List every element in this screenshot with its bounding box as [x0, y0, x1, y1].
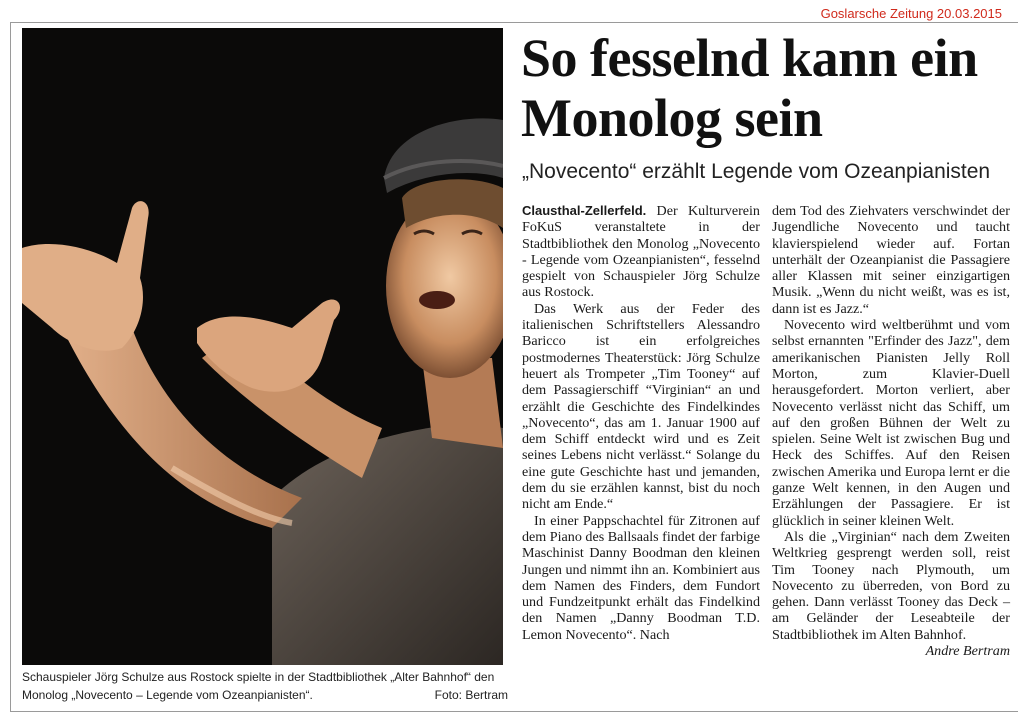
actor-photo-illustration — [22, 28, 503, 665]
article-column-1 — [522, 203, 760, 643]
paragraph-1-text: Der Kulturverein FoKuS veranstaltete in der Stadtbibliothek den Monolog „Novecento - Legende vom Ozeanpianisten“, fesselnd gespielt von Schauspieler Jörg Schulze aus Rostock. — [522, 203, 760, 301]
paragraph-6-text: Als die „Virginian“ nach dem Zweiten Weltkrieg gesprengt werden soll, reist Tim Tooney nach Plymouth, um Novecento zu überreden, von Bord zu gehen. Dann verlässt Tooney das Deck – am Geländer der Leseabteile der Stadtbibliothek im Alten Bahnhof. — [772, 528, 1010, 643]
paragraph-4: dem Tod des Ziehvaters verschwindet der Jugendliche Novecento und taucht klavierspielend wieder auf. Fortan unterhält der Ozeanpianist die Passagiere aller Klassen mit seiner einzigartigen Musik. „Wenn du nicht weißt, was es ist, dann ist es Jazz.“ — [772, 203, 1010, 317]
clipping-border-left — [10, 22, 11, 712]
photo-credit: Foto: Bertram — [434, 688, 508, 702]
newspaper-source-date: Goslarsche Zeitung 20.03.2015 — [820, 6, 1002, 21]
clipping-border-top — [10, 22, 1018, 23]
caption-text: Schauspieler Jörg Schulze aus Rostock spielte in der Stadtbibliothek „Alter Bahnhof“ den Monolog „Novecento – Legende vom Ozeanpianisten“. — [22, 670, 495, 702]
paragraph-5: Novecento wird weltberühmt und vom selbst ernannten "Erfinder des Jazz", dem amerikanischen Pianisten Jelly Roll Morton, zum Klavier-Duell herausgefordert. Morton verliert, aber Novecento verlässt nicht das Schiff, um auf den großen Bühnen der Welt zu spielen. Seine Welt ist zwischen Bug und Heck des Schiffes. Auf den Reisen zwischen Amerika und Europa lernt er die ganze Welt kennen, in den Augen und Erzählungen der Passagiere. Er ist glücklich in seiner kleinen Welt. — [772, 317, 1010, 529]
article-column-2 — [772, 203, 1010, 659]
paragraph-2: Das Werk aus der Feder des italienischen Schriftstellers Alessandro Baricco ist ein erfolgreiches postmodernes Theaterstück: Jörg Schulze heuert als Trompeter „Tim Tooney“ auf dem Passagierschiff “Virginian“ an und erzählt die Geschichte des Findelkindes „Novecento“, das am 1. Januar 1900 auf dem Schiff entdeckt wird und es Zeit seines Lebens nicht verlässt.“ Solange du eine gute Geschichte hast und jemanden, dem du sie erzählen kannst, bist du noch nicht am Ende.“ — [522, 300, 760, 513]
paragraph-3: In einer Pappschachtel für Zitronen auf dem Piano des Ballsaals findet der farbige Maschinist Danny Boodman den kleinen Jungen und nimmt ihn an. Kombiniert aus dem Namen des Finders, dem Fundort und Fundzeitpunkt erhält das Findelkind den Namen „Danny Boodman T.D. Lemon Novecento“. Nach — [522, 512, 760, 643]
clipping-border-bottom — [10, 711, 1018, 712]
article-headline: So fesselnd kann ein Monolog sein — [521, 28, 978, 148]
article-photo — [22, 28, 503, 665]
paragraph-6 — [772, 528, 1010, 660]
mouth-shape — [419, 291, 455, 309]
article-subheadline: „Novecento“ erzählt Legende vom Ozeanpianisten — [522, 160, 991, 183]
photo-caption — [22, 668, 508, 704]
paragraph-1 — [522, 203, 760, 301]
article-author: Andre Bertram — [925, 643, 1010, 660]
dateline: Clausthal-Zellerfeld. — [522, 203, 647, 218]
